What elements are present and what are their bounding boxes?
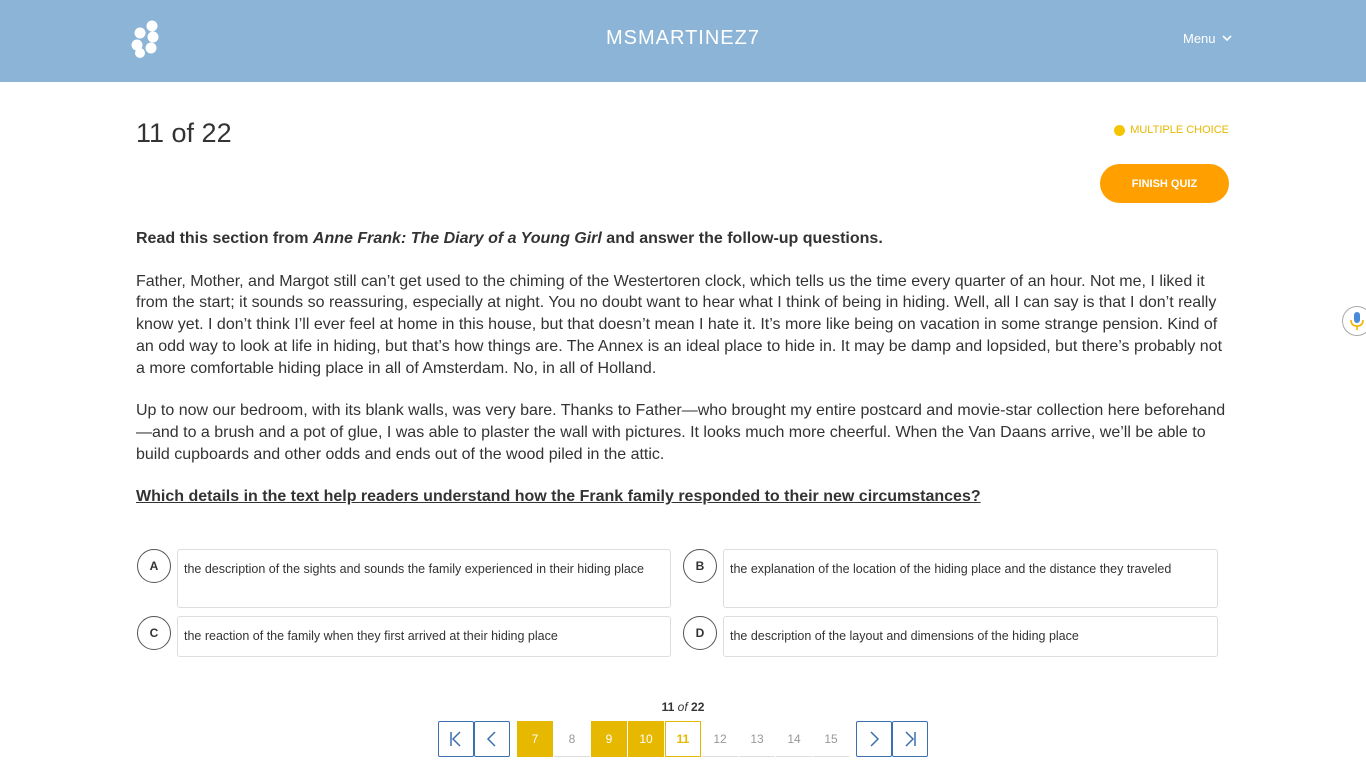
question-type-label: MULTIPLE CHOICE: [1130, 124, 1229, 136]
skip-first-icon: [449, 731, 463, 747]
microphone-button[interactable]: [1342, 306, 1366, 336]
book-title: Anne Frank: The Diary of a Young Girl: [312, 230, 602, 247]
last-page-button[interactable]: [892, 721, 928, 757]
chevron-down-icon: [1222, 35, 1232, 42]
first-page-button[interactable]: [438, 721, 474, 757]
pager-current: 11: [661, 700, 675, 714]
page-8[interactable]: 8: [554, 721, 590, 757]
choice-letter[interactable]: C: [137, 616, 171, 650]
page-13[interactable]: 13: [739, 721, 775, 757]
question-prompt: Which details in the text help readers understand how the Frank family responded to their new circumstances?: [136, 488, 981, 506]
choice-text[interactable]: the reaction of the family when they first arrived at their hiding place: [177, 616, 671, 657]
page-12[interactable]: 12: [702, 721, 738, 757]
passage-paragraph-2: Up to now our bedroom, with its blank walls, was very bare. Thanks to Father—who brought my entire postcard and movie-star collection here beforehand—and to a brush and a pot of glue, I was able to plaster the wall with pictures. It looks much more cheerful. When the Van Daans arrive, we’ll be able to build cupboards and other odds and ends out of the wood piled in the attic.: [136, 402, 1226, 463]
skip-last-icon: [903, 731, 917, 747]
choice-letter[interactable]: A: [137, 549, 171, 583]
pager-label: [0, 700, 1366, 714]
question-type-badge: [1114, 124, 1229, 136]
menu-label: Menu: [1183, 31, 1216, 46]
question-progress: 11 of 22: [136, 118, 232, 148]
pager-total: 22: [691, 700, 705, 714]
chevron-right-icon: [867, 731, 881, 747]
page-7[interactable]: 7: [517, 721, 553, 757]
page-11[interactable]: 11: [665, 721, 701, 757]
choice-letter[interactable]: B: [683, 549, 717, 583]
page-15[interactable]: 15: [813, 721, 849, 757]
choice-letter[interactable]: D: [683, 616, 717, 650]
pager-of: of: [677, 700, 688, 714]
instruction-prefix: Read this section from: [136, 230, 313, 247]
menu-button[interactable]: [1183, 31, 1232, 46]
choice-text[interactable]: the description of the layout and dimensions of the hiding place: [723, 616, 1218, 657]
next-page-button[interactable]: [856, 721, 892, 757]
microphone-icon: [1349, 311, 1365, 331]
top-header: [0, 0, 1366, 82]
status-dot-icon: [1114, 125, 1125, 136]
choice-text[interactable]: the description of the sights and sounds the family experienced in their hiding place: [177, 549, 671, 608]
passage: [136, 228, 1230, 508]
chevron-left-icon: [485, 731, 499, 747]
page-9[interactable]: 9: [591, 721, 627, 757]
choice-text[interactable]: the explanation of the location of the hiding place and the distance they traveled: [723, 549, 1218, 608]
previous-page-button[interactable]: [474, 721, 510, 757]
instructions: [136, 228, 1230, 250]
passage-paragraph-1: Father, Mother, and Margot still can’t get used to the chiming of the Westertoren clock, which tells us the time every quarter of an hour. Not me, I liked it from the start; it sounds so reassuring, especially at night. You no doubt want to hear what I think of being in hiding. Well, all I can say is that I don’t really know yet. I don’t think I’ll ever feel at home in this house, but that doesn’t mean I hate it. It’s more like being on vacation in some strange pension. Kind of an odd way to look at life in hiding, but that’s how things are. The Annex is an ideal place to hide in. It may be damp and lopsided, but there’s probably not a more comfortable hiding place in all of Amsterdam. No, in all of Holland.: [136, 272, 1223, 377]
instruction-suffix: and answer the follow-up questions.: [601, 230, 883, 247]
brand-title: MSMARTINEZ7: [606, 27, 760, 49]
finish-quiz-button[interactable]: FINISH QUIZ: [1100, 164, 1229, 203]
page-14[interactable]: 14: [776, 721, 812, 757]
page-10[interactable]: 10: [628, 721, 664, 757]
